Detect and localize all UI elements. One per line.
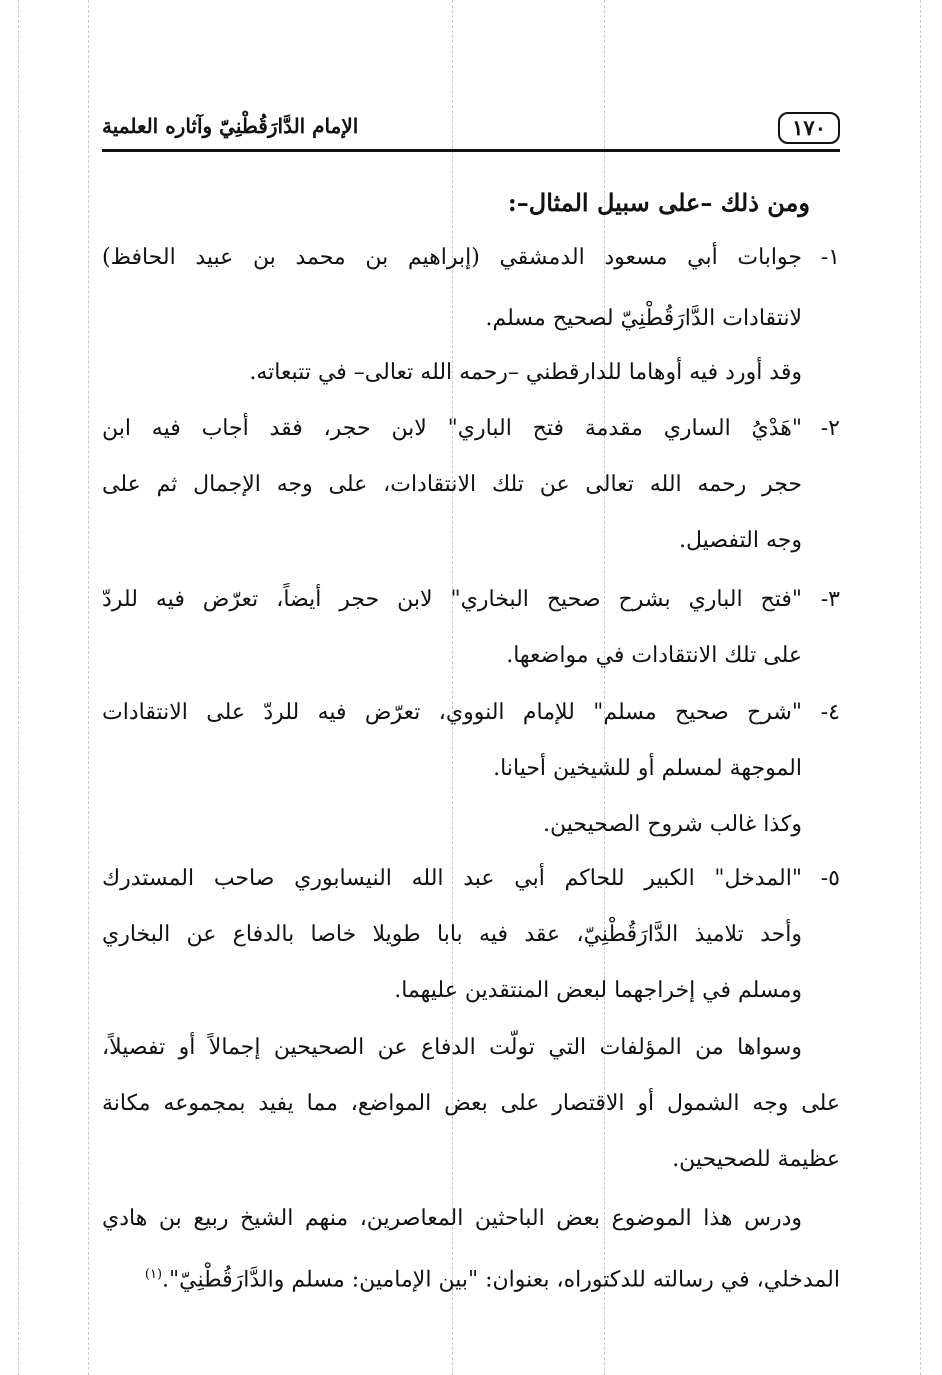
item-note: وقد أورد فيه أوهاما للدارقطني –رحمه الله تعالى– في تتبعاته. bbox=[249, 360, 802, 385]
item-text-line: حجر رحمه الله تعالى عن تلك الانتقادات، على وجه الإجمال ثم على bbox=[102, 472, 802, 497]
paragraph-line: على وجه الشمول أو الاقتصار على بعض المواضع، مما يفيد بمجموعه مكانة bbox=[102, 1091, 840, 1116]
item-text-line: "المدخل" الكبير للحاكم أبي عبد الله النيسابوري صاحب المستدرك bbox=[102, 866, 802, 891]
header-rule bbox=[102, 149, 840, 152]
paragraph-line: ودرس هذا الموضوع بعض الباحثين المعاصرين، منهم الشيخ ربيع بن هادي bbox=[102, 1206, 802, 1231]
paragraph-line: وسواها من المؤلفات التي تولّت الدفاع عن الصحيحين إجمالاً أو تفصيلاً، bbox=[102, 1035, 802, 1060]
item-note: وكذا غالب شروح الصحيحين. bbox=[543, 812, 802, 837]
paragraph-line: عظيمة للصحيحين. bbox=[672, 1147, 840, 1172]
item-text-line: جوابات أبي مسعود الدمشقي (إبراهيم بن محمد بن عبيد الحافظ) bbox=[102, 245, 802, 270]
paragraph-text: المدخلي، في رسالته للدكتوراه، بعنوان: "بين الإمامين: مسلم والدَّارَقُطْنِيّ". bbox=[162, 1267, 840, 1293]
item-number: ١- bbox=[820, 245, 840, 270]
item-text-line: "فتح الباري بشرح صحيح البخاري" لابن حجر أيضاً، تعرّض فيه للردّ bbox=[102, 587, 802, 612]
page-number: ١٧٠ bbox=[778, 112, 840, 144]
item-number: ٤- bbox=[820, 700, 840, 725]
item-text-line: "هَدْيُ الساري مقدمة فتح الباري" لابن حجر، فقد أجاب فيه ابن bbox=[102, 416, 802, 441]
item-text-line: وأحد تلاميذ الدَّارَقُطْنِيّ، عقد فيه بابا طويلا خاصا بالدفاع عن البخاري bbox=[102, 922, 802, 947]
item-text-line: الموجهة لمسلم أو للشيخين أحيانا. bbox=[493, 756, 802, 781]
item-number: ٥- bbox=[820, 866, 840, 891]
item-text-line: ومسلم في إخراجهما لبعض المنتقدين عليهما. bbox=[394, 978, 802, 1003]
item-number: ٣- bbox=[820, 587, 840, 612]
page-header bbox=[102, 108, 840, 144]
running-title: الإمام الدَّارَقُطْنِيّ وآثاره العلمية bbox=[102, 114, 359, 138]
footnote-reference: (١) bbox=[144, 1267, 163, 1282]
item-text-line: على تلك الانتقادات في مواضعها. bbox=[506, 643, 802, 668]
item-number: ٢- bbox=[820, 416, 840, 441]
item-text-line: لانتقادات الدَّارَقُطْنِيّ لصحيح مسلم. bbox=[485, 306, 802, 331]
intro-line: ومن ذلك –على سبيل المثال–: bbox=[507, 188, 810, 217]
item-text-line: وجه التفصيل. bbox=[679, 528, 802, 553]
paragraph-line bbox=[145, 1260, 840, 1295]
item-text-line: "شرح صحيح مسلم" للإمام النووي، تعرّض فيه للردّ على الانتقادات bbox=[102, 700, 802, 725]
